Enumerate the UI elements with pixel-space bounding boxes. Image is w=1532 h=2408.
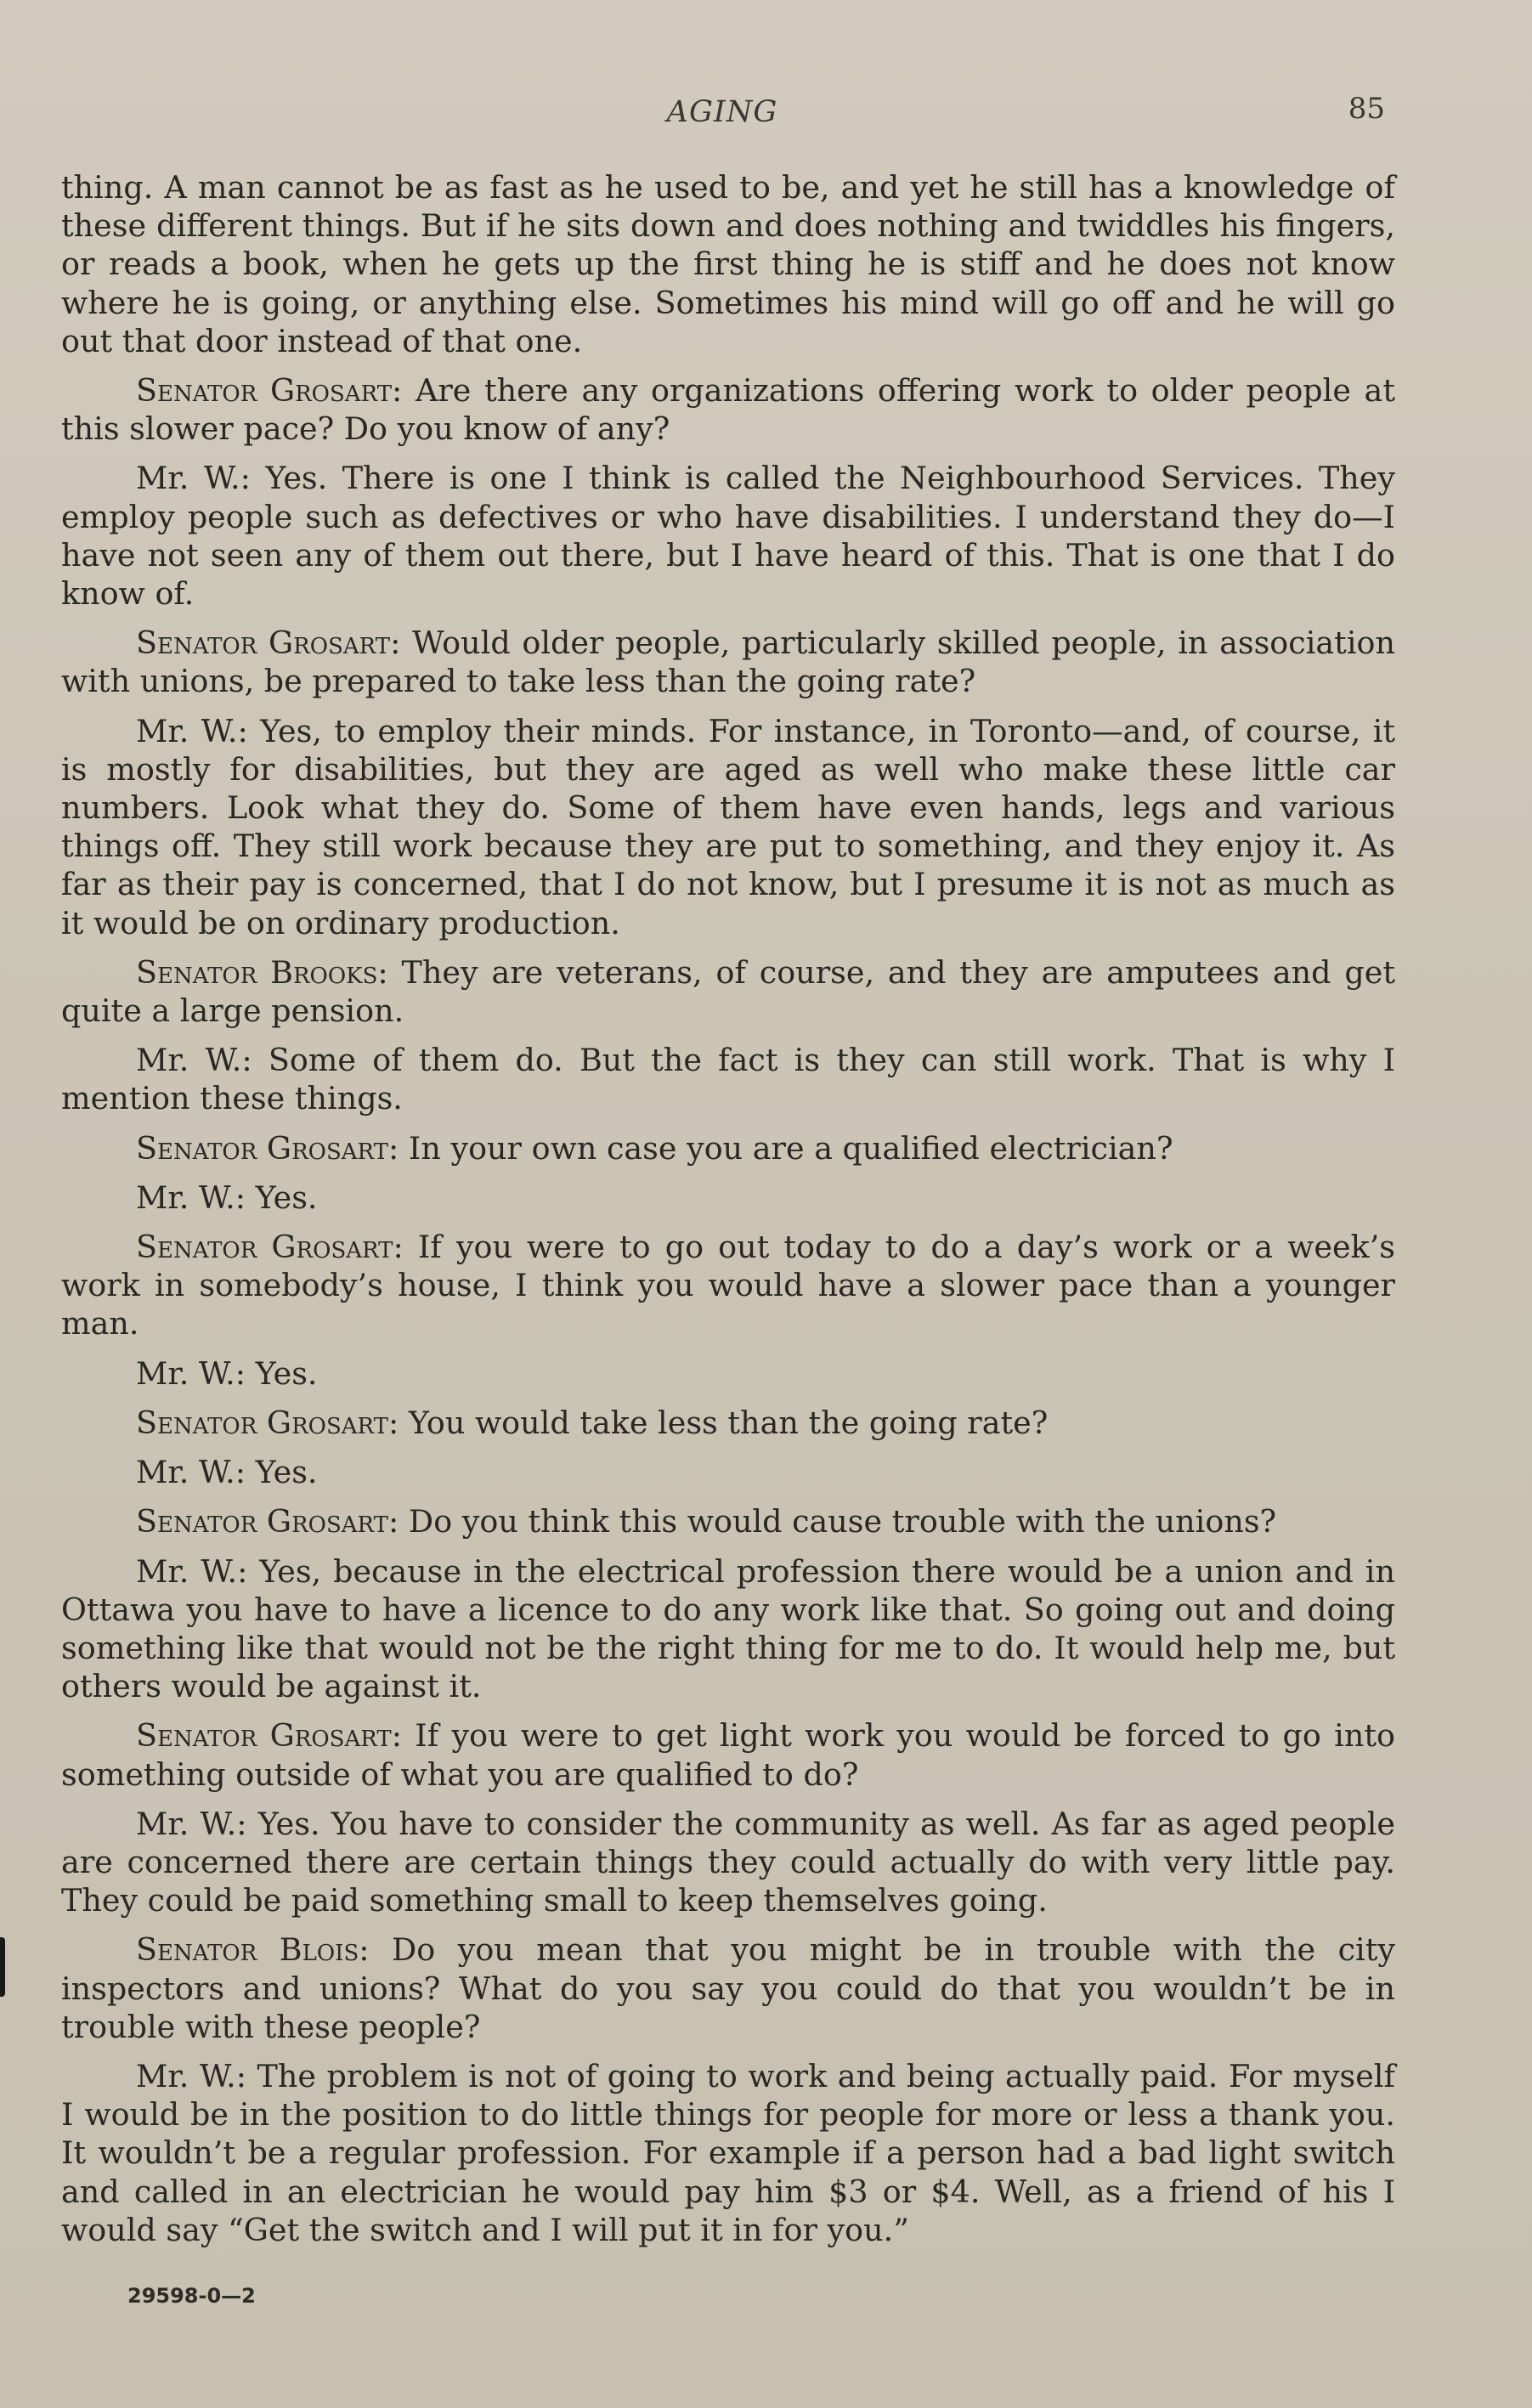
paragraph-text: They are veterans, of course, and they are amputees and get quite a large pension. — [61, 953, 1395, 1030]
paragraph-text: In your own case you are a qualified electrician? — [399, 1129, 1173, 1167]
speaker-name: Mr. W.: — [136, 460, 251, 497]
paragraph-text: Yes. — [246, 1454, 318, 1491]
paragraph — [61, 1805, 1395, 1920]
speaker-name: Mr. W.: — [136, 1454, 246, 1491]
paragraph-text: Yes. You have to consider the community as well. As far as aged people are concerned there are certain things they could actually do with very little pay. They could be paid something small to keep themselves going. — [61, 1805, 1396, 1919]
paragraph — [61, 1404, 1395, 1442]
speaker-name: Mr. W.: — [136, 1552, 248, 1590]
paragraph — [61, 624, 1395, 700]
speaker-name: Mr. W.: — [136, 1179, 246, 1216]
paragraph — [61, 712, 1395, 942]
speaker-name: Senator Grosart: — [136, 372, 403, 410]
paragraph-text: Some of them do. But the fact is they can still work. That is why I mention these things. — [61, 1042, 1395, 1117]
paragraph — [61, 1502, 1395, 1540]
body-text — [61, 168, 1395, 2260]
speaker-name: Mr. W.: — [136, 712, 248, 749]
page-header — [59, 92, 1385, 146]
speaker-name: Mr. W.: — [136, 2057, 246, 2094]
paragraph-text: Yes. There is one I think is called the Neighbourhood Services. They employ people such as defectives or who have disabilities. I understand they do—I have not seen any of them out there, but I have heard of this. That is one that I do know of. — [61, 460, 1395, 613]
speaker-name: Senator Grosart: — [136, 1503, 399, 1540]
speaker-name: Senator Brooks: — [136, 953, 388, 991]
paragraph — [61, 1354, 1395, 1393]
binding-edge-mark — [0, 1937, 5, 1997]
paragraph-text: Yes. — [246, 1354, 318, 1392]
running-head: AGING — [666, 95, 778, 129]
speaker-name: Senator Grosart: — [136, 625, 401, 662]
paragraph-text: Yes. — [246, 1179, 318, 1216]
footer-print-code: 29598-0—2 — [127, 2284, 256, 2308]
paragraph-text: The problem is not of going to work and being actually paid. For myself I would be in the position to do little things for people for more or less a thank you. It wouldn’t be a regular profession. For example if a person had a bad light switch and called in an electrician he would pay him $3 or $4. Well, as a friend of his I would say “Get the switch and I will put it in for you.” — [61, 2057, 1395, 2248]
paragraph — [61, 1930, 1395, 2046]
paragraph-text: Yes, to employ their minds. For instance, in Toronto—and, of course, it is mostly for disabilities, but they are aged as well who make these little car numbers. Look what they do. Some of them have even hands, legs and various things off. They still work because they are put to something, and they enjoy it. As far as their pay is concerned, that I do not know, but I presume it is not as much as it would be on ordinary production. — [61, 712, 1395, 941]
paragraph — [61, 2057, 1395, 2249]
paragraph — [61, 1179, 1395, 1217]
speaker-name: Mr. W.: — [136, 1042, 252, 1079]
speaker-name: Senator Blois: — [136, 1931, 370, 1969]
paragraph — [61, 371, 1395, 448]
paragraph-text: thing. A man cannot be as fast as he used to be, and yet he still has a knowledge of these different things. But if he sits down and does nothing and twiddles his fingers, or reads a book, when he gets up the first thing he is stiff and he does not know where he is going, or anything else. Sometimes his mind will go off and he will go out that door instead of that one. — [61, 169, 1395, 359]
paragraph-text: Would older people, particularly skilled people, in association with unions, be prepared to take less than the going rate? — [61, 625, 1395, 700]
paragraph — [61, 1129, 1395, 1167]
speaker-name: Senator Grosart: — [136, 1129, 399, 1167]
paragraph — [61, 1453, 1395, 1491]
paragraph-text: Are there any organizations offering work to older people at this slower pace? Do you know of any? — [61, 372, 1395, 448]
paragraph — [61, 168, 1395, 360]
paragraph — [61, 953, 1395, 1030]
speaker-name: Senator Grosart: — [136, 1229, 404, 1266]
paragraph — [61, 1228, 1395, 1343]
paragraph — [61, 1716, 1395, 1793]
paragraph-text: If you were to go out today to do a day’s work or a week’s work in somebody’s house, I think you would have a slower pace than a younger man. — [61, 1229, 1395, 1342]
paragraph-text: If you were to get light work you would be forced to go into something outside of what you are qualified to do? — [61, 1717, 1395, 1793]
paragraph — [61, 1552, 1395, 1706]
paragraph-text: Yes, because in the electrical profession there would be a union and in Ottawa you have to have a licence to do any work like that. So going out and doing something like that would not be the right thing for me to do. It would help me, but others would be against it. — [61, 1552, 1395, 1705]
paragraph — [61, 1041, 1395, 1117]
speaker-name: Mr. W.: — [136, 1805, 247, 1842]
speaker-name: Mr. W.: — [136, 1354, 246, 1392]
speaker-name: Senator Grosart: — [136, 1717, 403, 1755]
paragraph-text: Do you mean that you might be in trouble with the city inspectors and unions? What do you say you could do that you wouldn’t be in trouble with these people? — [61, 1931, 1395, 2045]
speaker-name: Senator Grosart: — [136, 1404, 399, 1441]
paragraph-text: Do you think this would cause trouble with the unions? — [399, 1503, 1277, 1540]
paragraph — [61, 459, 1395, 613]
page-number: 85 — [1348, 92, 1385, 126]
paragraph-text: You would take less than the going rate? — [399, 1404, 1049, 1441]
